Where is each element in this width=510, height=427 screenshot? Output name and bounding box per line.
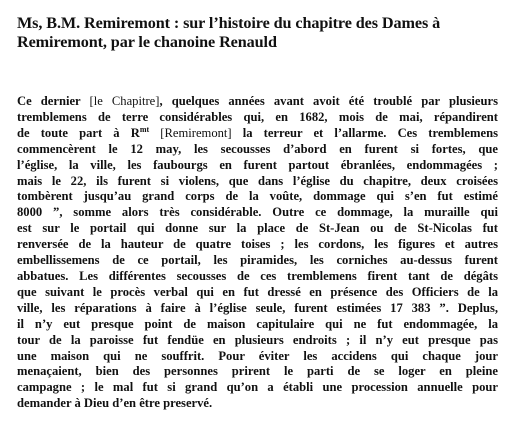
- text-line-8: 8000 ”, somme alors très considérable. Outre ce dommage, la muraille qui: [17, 205, 498, 220]
- text-segment: , quelques années avant avoit été troublé par plusieurs: [159, 94, 498, 108]
- text-line-3: [17, 126, 498, 142]
- text-line-9: est sur le portail qui donne sur la place de St-Jean ou de St-Nicolas fut: [17, 221, 498, 236]
- text-line-1: [17, 94, 498, 110]
- body-paragraph: [17, 94, 498, 412]
- text-line-7: tombèrent jusqu’au grand corps de la voûte, dommage qui s’en fut estimé: [17, 189, 498, 204]
- text-line-19: campagne ; le mal fut si grand qu’on a établi une procession annuelle pour: [17, 380, 498, 395]
- text-line-15: il n’y eut presque point de maison capitulaire qui ne fut endommagée, la: [17, 316, 498, 331]
- text-segment: la terreur et l’allarme. Ces tremblemens: [231, 125, 498, 140]
- text-line-4: commencèrent le 12 may, les secousses d’abord en furent si fortes, que: [17, 141, 498, 156]
- text-segment: de toute part à R: [17, 125, 140, 140]
- text-line-2: tremblemens de terre considérables qui, en 1682, mois de mai, répandirent: [17, 109, 498, 124]
- text-line-10: renversée de la hauteur de quatre toises ; les cordons, les figures et autres: [17, 237, 498, 252]
- text-line-12: abbatues. Les différentes secousses de ces tremblemens firent tant de dégâts: [17, 268, 498, 283]
- text-line-18: menaçaient, bien des personnes prirent le parti de se loger en pleine: [17, 364, 498, 379]
- text-line-6: mais le 22, ils furent si violens, que dans l’église du chapitre, deux croisées: [17, 173, 498, 188]
- text-line-20: demander à Dieu d’en être preservé.: [17, 396, 213, 411]
- text-line-13: que suivant le procès verbal qui en fut dressé en présence des Officiers de la: [17, 284, 498, 299]
- text-line-5: l’église, la ville, les faubourgs en furent partout ébranlées, endommagées ;: [17, 157, 498, 172]
- text-segment: Ce dernier: [17, 94, 90, 108]
- editorial-note: [le Chapitre]: [89, 94, 160, 108]
- document-title: [17, 14, 498, 52]
- superscript-abbreviation: mt: [139, 124, 150, 134]
- text-line-16: tour de la paroisse fut fendüe en plusieurs endroits ; il n’y eut presque pas: [17, 332, 498, 347]
- editorial-note: [Remiremont]: [160, 125, 232, 140]
- text-line-11: embellissemens de ce portail, les piramides, les corniches au-dessus furent: [17, 253, 498, 268]
- title-line-2: Remiremont, par le chanoine Renauld: [17, 33, 277, 51]
- text-line-17: une maison qui ne souffrit. Pour éviter les accidens qui chaque jour: [17, 348, 498, 363]
- text-segment: [149, 126, 160, 140]
- title-line-1: Ms, B.M. Remiremont : sur l’histoire du chapitre des Dames à: [17, 14, 441, 32]
- text-line-14: ville, les réparations à faire à l’église seule, furent estimées 17 383 ”. Deplus,: [17, 300, 498, 315]
